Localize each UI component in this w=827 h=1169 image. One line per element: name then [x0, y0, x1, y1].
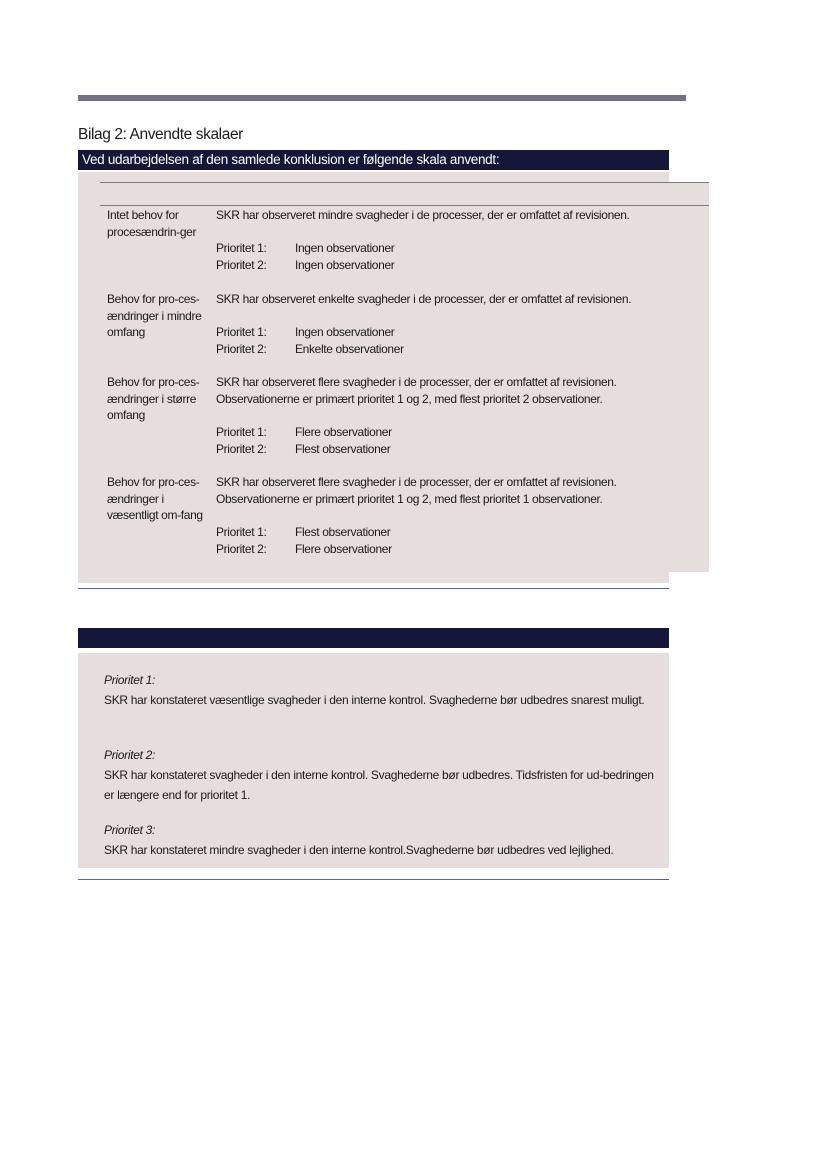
- table-top-rule: [100, 182, 709, 183]
- priority-1-line: [216, 240, 516, 257]
- scale-section-bottom-rule: [78, 588, 669, 589]
- priority-definition-title: Prioritet 2:: [104, 748, 156, 762]
- priority-label: Prioritet 2:: [216, 542, 267, 556]
- priority-label: Prioritet 1:: [216, 241, 267, 255]
- table-header-rule: [100, 205, 709, 206]
- top-rule: [78, 95, 686, 101]
- priority-2-line: [216, 341, 516, 358]
- priority-section-bottom-rule: [78, 879, 669, 880]
- priority-label: Prioritet 1:: [216, 325, 267, 339]
- priority-value: Flere observationer: [295, 425, 392, 439]
- scale-row-label: Behov for pro-ces-ændringer i større omfang: [107, 375, 200, 423]
- priority-definition: [104, 745, 664, 805]
- priority-definition-title: Prioritet 3:: [104, 823, 156, 837]
- scale-row-description: SKR har observeret enkelte svagheder i de processer, der er omfattet af revisionen.: [216, 292, 632, 306]
- priority-definition-text: SKR har konstateret svagheder i den interne kontrol. Svaghederne bør udbedres. Tidsfristen for ud-bedringen er længere end for prioritet 1.: [104, 768, 654, 802]
- priority-value: Ingen observationer: [295, 258, 395, 272]
- priority-value: Enkelte observationer: [295, 342, 404, 356]
- priority-definition-title: Prioritet 1:: [104, 673, 156, 687]
- priority-2-line: [216, 257, 516, 274]
- priority-definition: [104, 820, 664, 860]
- page-title: Bilag 2: Anvendte skalaer: [78, 126, 243, 143]
- priority-1-line: [216, 524, 516, 541]
- priority-label: Prioritet 2:: [216, 342, 267, 356]
- priority-label: Prioritet 1:: [216, 525, 267, 539]
- scale-row-description: SKR har observeret flere svagheder i de processer, der er omfattet af revisionen. Observationerne er primært prioritet 1 og 2, med flest prioritet 1 observationer.: [216, 475, 617, 506]
- priority-value: Flere observationer: [295, 542, 392, 556]
- priority-value: Flest observationer: [295, 525, 391, 539]
- priority-1-line: [216, 324, 516, 341]
- scale-row-label: Behov for pro-ces- ændringer i mindre omfang: [107, 292, 202, 340]
- scale-section-heading: Ved udarbejdelsen af den samlede konklusion er følgende skala anvendt:: [78, 150, 669, 170]
- priority-value: Flest observationer: [295, 442, 391, 456]
- priority-value: Ingen observationer: [295, 325, 395, 339]
- priority-2-line: [216, 541, 516, 558]
- priority-section-heading: [78, 628, 669, 648]
- scale-row-description: SKR har observeret flere svagheder i de processer, der er omfattet af revisionen. Observationerne er primært prioritet 1 og 2, med flest prioritet 2 observationer.: [216, 375, 617, 406]
- priority-label: Prioritet 2:: [216, 442, 267, 456]
- priority-label: Prioritet 2:: [216, 258, 267, 272]
- scale-row-label: Behov for pro-ces-ændringer i væsentligt om-fang: [107, 475, 203, 523]
- priority-1-line: [216, 424, 516, 441]
- priority-definition: [104, 670, 664, 710]
- priority-value: Ingen observationer: [295, 241, 395, 255]
- scale-row-label: Intet behov for procesændrin-ger: [107, 208, 197, 239]
- priority-label: Prioritet 1:: [216, 425, 267, 439]
- priority-definition-text: SKR har konstateret væsentlige svagheder i den interne kontrol. Svaghederne bør udbedres snarest muligt.: [104, 693, 645, 707]
- priority-2-line: [216, 441, 516, 458]
- scale-row-description: SKR har observeret mindre svagheder i de processer, der er omfattet af revisionen.: [216, 208, 630, 222]
- priority-definition-text: SKR har konstateret mindre svagheder i den interne kontrol.Svaghederne bør udbedres ved lejlighed.: [104, 843, 614, 857]
